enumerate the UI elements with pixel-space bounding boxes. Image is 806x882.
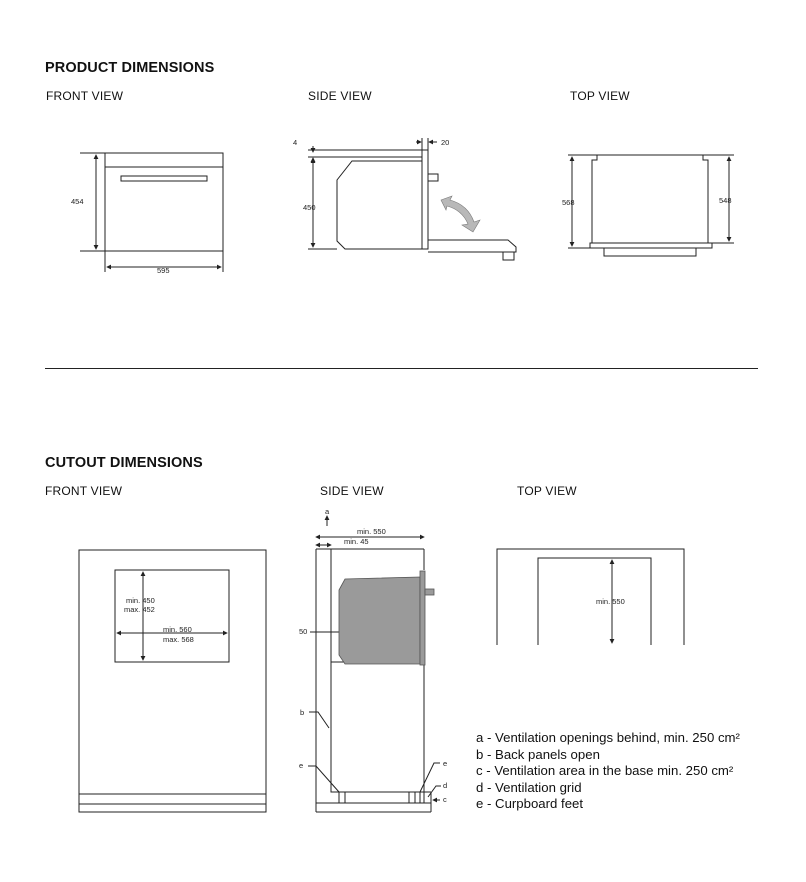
cutout-opening (115, 570, 229, 662)
oven-handle-in-cutout (425, 589, 434, 595)
oven-body-side (337, 161, 422, 249)
top-body-outline (592, 155, 708, 243)
b-leader (309, 712, 329, 728)
label-e-left: e (299, 761, 304, 770)
cutout-side-view-label: SIDE VIEW (320, 484, 384, 498)
label-e-right: e (443, 759, 448, 768)
cutout-height-min-label: min. 450 (126, 596, 155, 605)
legend-item-e: e - Curpboard feet (476, 796, 584, 812)
product-side-drawing (308, 138, 516, 260)
cutout-width-max-label: max. 568 (163, 635, 194, 644)
side-top-gap-label: 4 (293, 138, 298, 147)
product-top-view-label: TOP VIEW (570, 89, 630, 103)
product-dimensions-heading: PRODUCT DIMENSIONS (45, 60, 215, 76)
cutout-height-max-label: max. 452 (124, 605, 155, 614)
cabinet-front-outline (79, 550, 266, 812)
top-handle (604, 248, 696, 256)
cutout-width-min-label: min. 560 (163, 625, 192, 634)
label-d: d (443, 781, 448, 790)
side-handle (428, 174, 438, 181)
front-width-label: 595 (157, 266, 170, 275)
side-height-label: 450 (303, 203, 316, 212)
oven-door-side (422, 150, 428, 249)
product-top-drawing (568, 155, 734, 256)
e-left-leader (308, 766, 339, 792)
cutout-front-view-label: FRONT VIEW (45, 484, 123, 498)
legend-item-c: c - Ventilation area in the base min. 250 cm² (476, 763, 734, 779)
label-fifty: 50 (299, 627, 308, 636)
oven-in-cutout (339, 577, 420, 664)
product-front-drawing (80, 153, 223, 272)
top-cutout-outline (538, 558, 651, 645)
cupboard-foot-right (409, 792, 415, 803)
e-right-leader (420, 763, 440, 792)
open-door-line (428, 240, 516, 252)
ventilation-grid (420, 792, 424, 803)
cutout-top-drawing (497, 549, 684, 645)
cupboard-foot-left (339, 792, 345, 803)
oven-handle (121, 176, 207, 181)
door-foot (503, 252, 514, 260)
label-c: c (443, 795, 447, 804)
oven-door-in-cutout (420, 571, 425, 665)
cutout-dimensions-heading: CUTOUT DIMENSIONS (45, 455, 203, 471)
cutout-depth-label: min. 550 (357, 527, 386, 536)
top-cutout-depth-label: min. 550 (596, 597, 625, 606)
lower-cabinet (331, 662, 424, 792)
top-cabinet-outline (497, 549, 684, 645)
door-open-arrow-icon (441, 196, 480, 232)
front-height-label: 454 (71, 197, 84, 206)
legend (476, 730, 740, 813)
top-depth-left-label: 568 (562, 198, 575, 207)
oven-front-outline (105, 153, 223, 251)
label-a: a (325, 507, 330, 516)
cutout-gap-label: min. 45 (344, 537, 369, 546)
legend-item-b: b - Back panels open (476, 746, 600, 762)
legend-item-a: a - Ventilation openings behind, min. 250 cm² (476, 730, 740, 745)
legend-item-d: d - Ventilation grid (476, 779, 582, 795)
product-side-view-label: SIDE VIEW (308, 89, 372, 103)
cutout-top-view-label: TOP VIEW (517, 484, 577, 498)
top-depth-right-label: 548 (719, 196, 732, 205)
top-front-panel (590, 243, 712, 248)
cutout-front-drawing (79, 550, 266, 812)
product-front-view-label: FRONT VIEW (46, 89, 124, 103)
label-b: b (300, 708, 305, 717)
side-door-label: 20 (441, 138, 450, 147)
